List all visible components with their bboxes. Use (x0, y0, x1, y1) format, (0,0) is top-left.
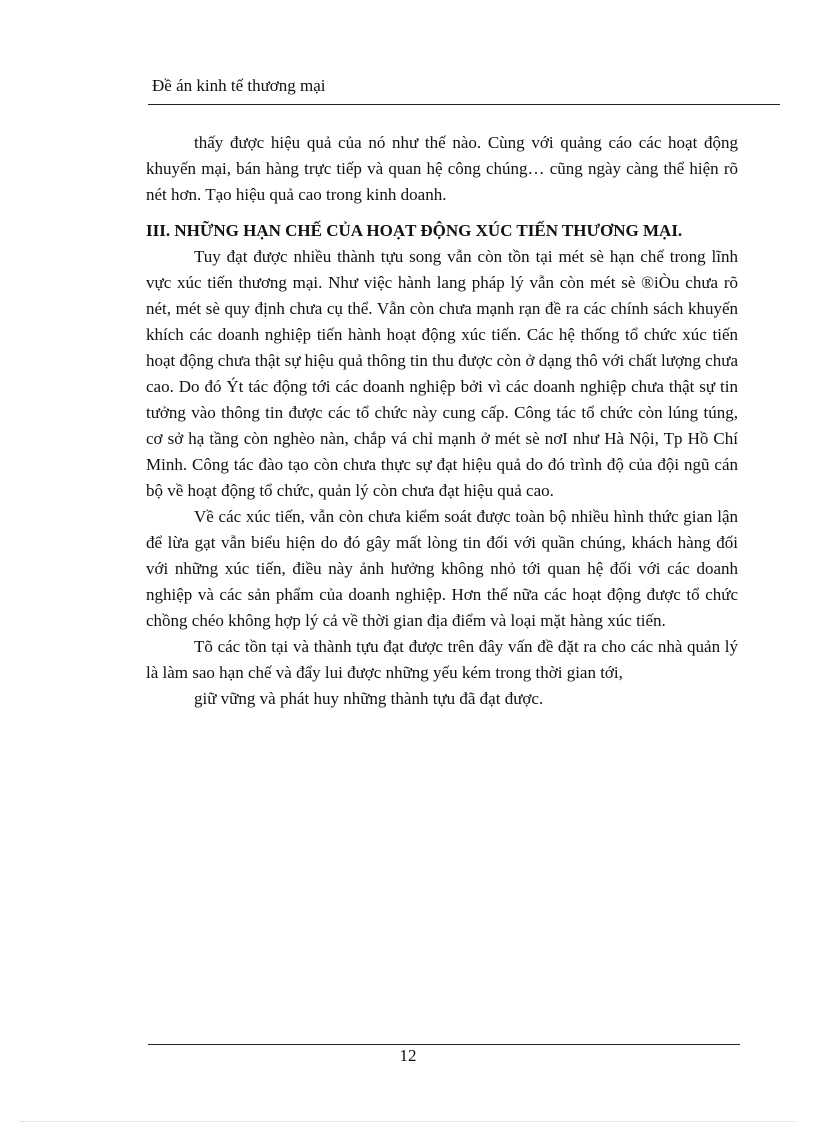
section-heading: III. NHỮNG HẠN CHẾ CỦA HOẠT ĐỘNG XÚC TIẾN THƯƠNG MẠI. (146, 221, 683, 240)
intro-paragraph: thấy được hiệu quả của nó như thế nào. Cùng với quảng cáo các hoạt động khuyến mại, bán hàng trực tiếp và quan hệ công chúng… cũng ngày càng thể hiện rõ nét hơn. Tạo hiệu quả cao trong kinh doanh. (146, 133, 738, 204)
running-header: Đề án kinh tế thương mại (152, 76, 326, 95)
paragraph-conclusion: Tõ các tồn tại và thành tựu đạt được trên đây vấn đề đặt ra cho các nhà quản lý là làm sao hạn chế và đẩy lui được những yếu kém trong thời gian tới, (146, 637, 738, 682)
paragraph-promotions: Về các xúc tiến, vẫn còn chưa kiểm soát được toàn bộ nhiều hình thức gian lận để lừa gạt vẫn biểu hiện do đó gây mất lòng tin đối với quần chúng, khách hàng đối với những xúc tiến, điều này ảnh hưởng không nhỏ tới quan hệ đối với các doanh nghiệp và các sản phẩm của doanh nghiệp. Hơn thế nữa các hoạt động được tổ chức chồng chéo không hợp lý cả về thời gian địa điểm và loại mặt hàng xúc tiến. (146, 507, 738, 630)
footer-divider (148, 1044, 740, 1045)
paragraph-final-line: giữ vững và phát huy những thành tựu đã đạt được. (194, 689, 544, 708)
page-number: 12 (399, 1046, 417, 1065)
header-divider (148, 104, 780, 105)
paragraph-limitations: Tuy đạt được nhiều thành tựu song vẫn còn tồn tại mét sè hạn chế trong lĩnh vực xúc tiến thương mại. Như việc hành lang pháp lý vẫn còn mét sè ®iÒu chưa rõ nét, mét sè quy định chưa cụ thể. Vẫn còn chưa mạnh rạn đề ra các chính sách khuyến khích các doanh nghiệp tiến hành hoạt động xúc tiến. Các hệ thống tổ chức xúc tiến hoạt động chưa thật sự hiệu quả thông tin thu được còn ở dạng thô với chất lượng chưa cao. Do đó Ýt tác động tới các doanh nghiệp bởi vì các doanh nghiệp chưa thật sự tin tưởng vào thông tin được các tổ chức này cung cấp. Công tác tổ chức còn lúng túng, cơ sở hạ tầng còn nghèo nàn, chắp vá chỉ mạnh ở mét sè nơI như Hà Nội, Tp Hồ Chí Minh. Công tác đào tạo còn chưa thực sự đạt hiệu quả do đó trình độ của đội ngũ cán bộ về hoạt động tổ chức, quản lý còn chưa đạt hiệu quả cao. (146, 247, 738, 500)
page-boundary (20, 1121, 796, 1122)
document-body (146, 130, 738, 712)
